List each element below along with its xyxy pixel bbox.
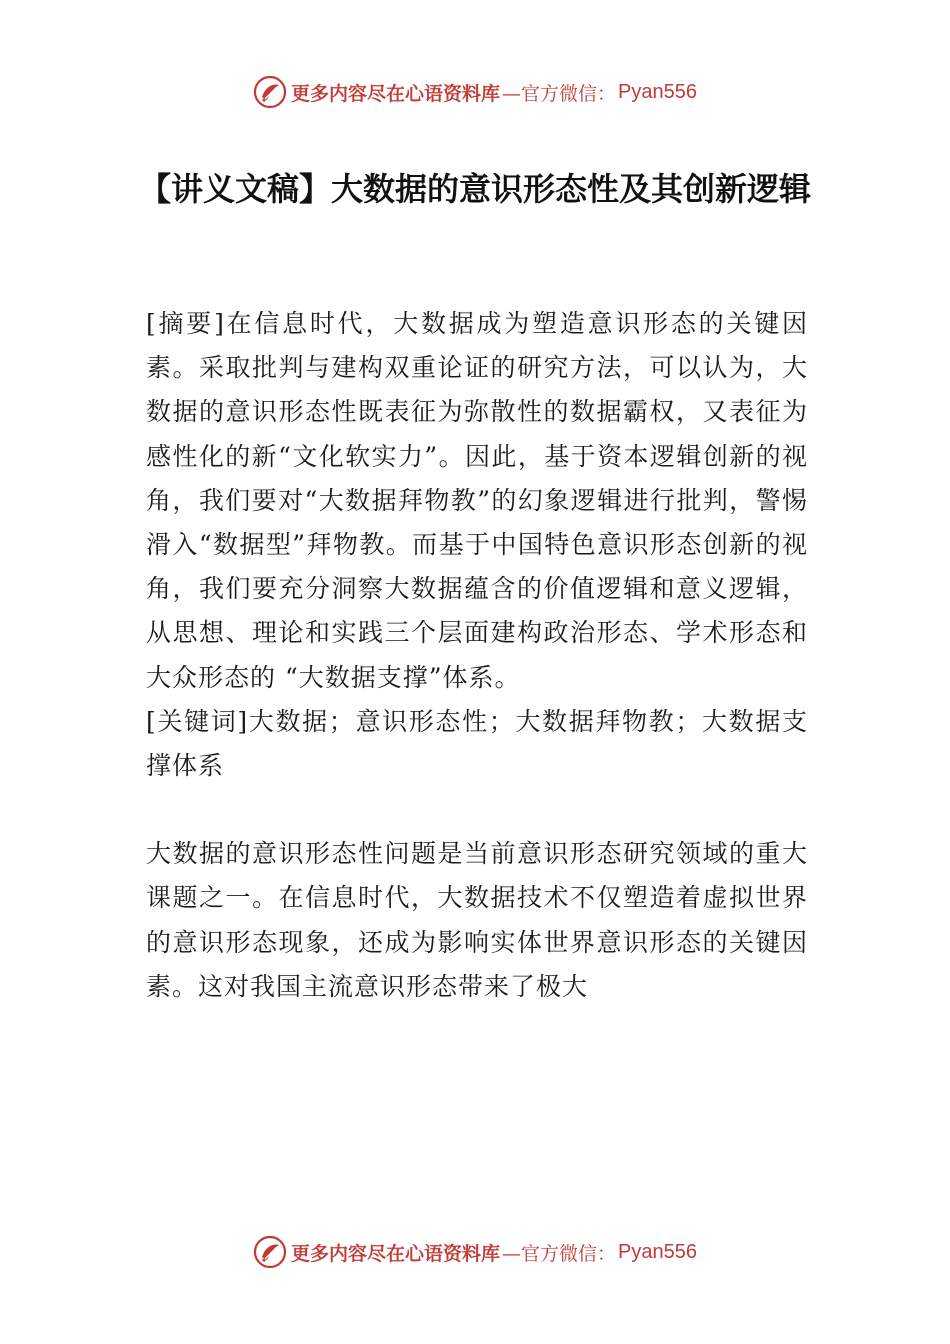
document-body [146,302,808,1009]
banner-wechat-id: Pyan556 [618,1240,697,1263]
footer-banner [0,1232,950,1272]
banner-text: 更多内容尽在心语资料库 [291,1242,501,1265]
keywords-paragraph: [关键词]大数据；意识形态性；大数据拜物教；大数据支撑体系 [146,706,808,781]
logo-icon [253,75,287,109]
header-banner [0,72,950,112]
banner-contact-label: —官方微信： [502,82,617,105]
banner-text: 更多内容尽在心语资料库 [291,82,501,105]
abstract-paragraph: [摘要]在信息时代，大数据成为塑造意识形态的关键因素。采取批判与建构双重论证的研究方法，可以认为，大数据的意识形态性既表征为弥散性的数据霸权，又表征为感性化的新“文化软实力”。因此，基于资本逻辑创新的视角，我们要对“大数据拜物教”的幻象逻辑进行批判，警惕滑入“数据型”拜物教。而基于中国特色意识形态创新的视角，我们要充分洞察大数据蕴含的价值逻辑和意义逻辑，从思想、理论和实践三个层面建构政治形态、学术形态和大众形态的 “大数据支撑”体系。 [146,309,808,692]
banner-wechat-id: Pyan556 [618,80,697,103]
banner-contact-label: —官方微信： [502,1242,617,1265]
logo-icon [253,1235,287,1269]
paragraph-gap [146,788,808,832]
intro-paragraph: 大数据的意识形态性问题是当前意识形态研究领域的重大课题之一。在信息时代，大数据技术不仅塑造着虚拟世界的意识形态现象，还成为影响实体世界意识形态的关键因素。这对我国主流意识形态带来了极大 [146,839,808,1001]
document-title: 【讲义文稿】大数据的意识形态性及其创新逻辑 [138,170,811,208]
